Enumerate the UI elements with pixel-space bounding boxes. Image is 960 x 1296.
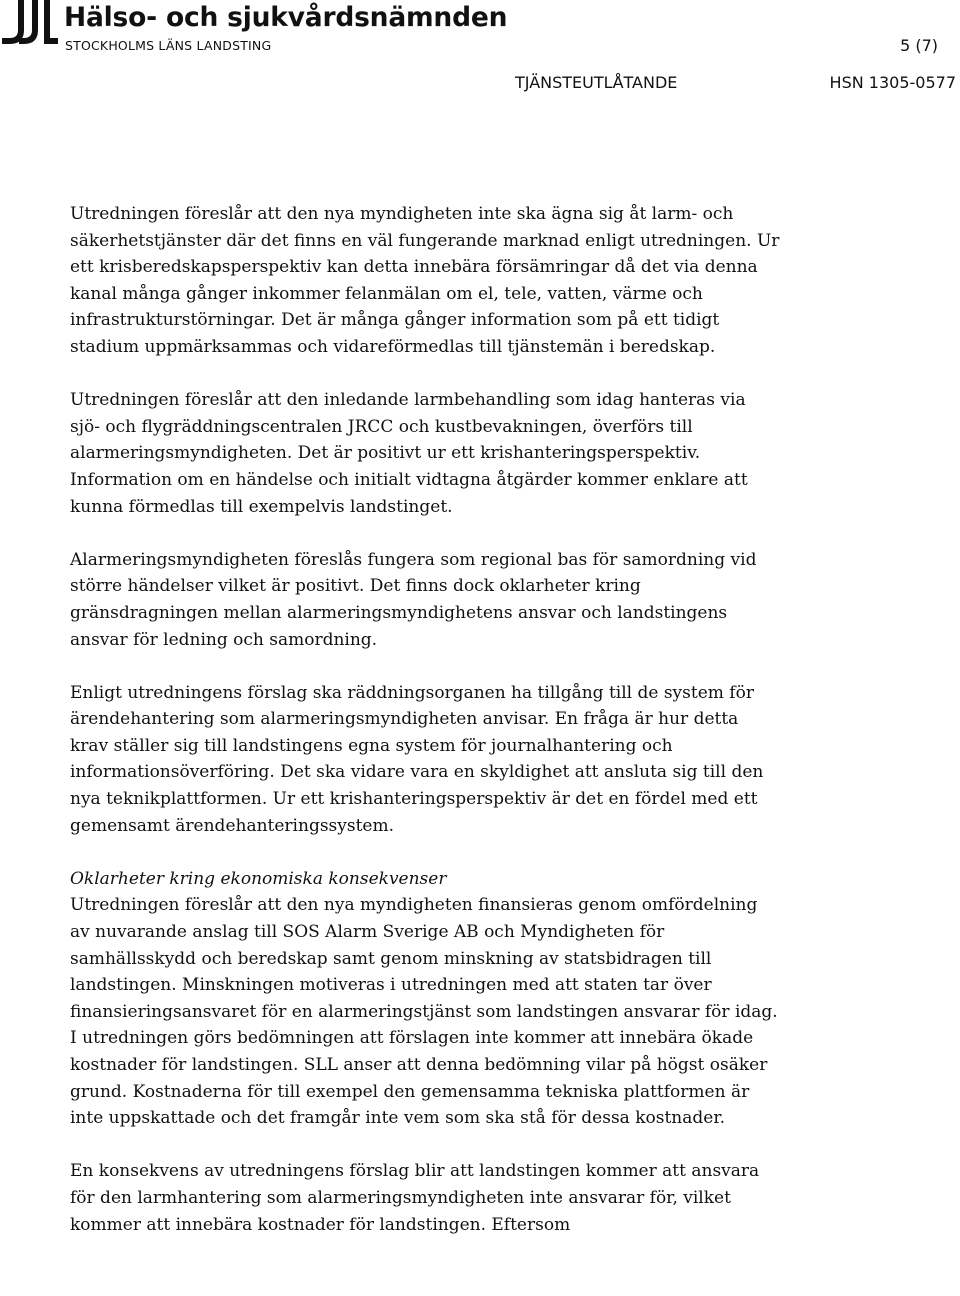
organization-subtitle: STOCKHOLMS LÄNS LANDSTING <box>65 38 272 53</box>
document-type: TJÄNSTEUTLÅTANDE <box>515 73 678 92</box>
sll-logo-icon <box>2 0 60 50</box>
paragraph: Utredningen föreslår att den nya myndigheten finansieras genom omfördelning av nuvarande anslag till SOS Alarm Sverige AB och Myndigheten för samhällsskydd och beredskap samt genom minskning av statsbidragen till landstingen. Minskningen motiveras i utredningen med att staten tar över finansieringsansvaret för en alarmeringstjänst som landstingen ansvarar för idag. I utredningen görs bedömningen att förslagen inte kommer att innebära ökade kostnader för landstingen. SLL anser att denna bedömning vilar på högst osäker grund. Kostnaderna för till exempel den gemensamma tekniska plattformen är inte uppskattade och det framgår inte vem som ska stå för dessa kostnader. <box>70 895 778 1129</box>
paragraph: Utredningen föreslår att den inledande larmbehandling som idag hanteras via sjö- och flygräddningscentralen JRCC och kustbevakningen, överförs till alarmeringsmyndigheten. Det är positivt ur ett krishanteringsperspektiv. Information om en händelse och initialt vidtagna åtgärder kommer enklare att kunna förmedlas till exempelvis landstinget. <box>70 390 748 517</box>
page-number: 5 (7) <box>900 36 938 55</box>
paragraph: Enligt utredningens förslag ska räddningsorganen ha tillgång till de system för ärendehantering som alarmeringsmyndigheten anvisar. En fråga är hur detta krav ställer sig till landstingens egna system för journalhantering och informationsöverföring. Det ska vidare vara en skyldighet att ansluta sig till den nya teknikplattformen. Ur ett krishanteringsperspektiv är det en fördel med ett gemensamt ärendehanteringssystem. <box>70 682 764 836</box>
paragraph: Alarmeringsmyndigheten föreslås fungera som regional bas för samordning vid större händelser vilket är positivt. Det finns dock oklarheter kring gränsdragningen mellan alarmeringsmyndighetens ansvar och landstingens ansvar för ledning och samordning. <box>70 549 757 650</box>
document-body <box>70 201 780 1265</box>
page-header <box>0 0 960 100</box>
document-reference: HSN 1305-0577 <box>829 73 956 92</box>
paragraph: En konsekvens av utredningens förslag blir att landstingen kommer att ansvara för den larmhantering som alarmeringsmyndigheten inte ansvarar för, vilket kommer att innebära kostnader för landstingen. Eftersom <box>70 1161 760 1235</box>
section-heading: Oklarheter kring ekonomiska konsekvenser <box>70 868 447 889</box>
paragraph: Utredningen föreslår att den nya myndigheten inte ska ägna sig åt larm- och säkerhetstjänster där det finns en väl fungerande marknad enligt utredningen. Ur ett krisberedskapsperspektiv kan detta innebära försämringar då det via denna kanal många gånger inkommer felanmälan om el, tele, vatten, värme och infrastrukturstörningar. Det är många gånger information som på ett tidigt stadium uppmärksammas och vidareförmedlas till tjänstemän i beredskap. <box>70 204 780 357</box>
organization-name: Hälso- och sjukvårdsnämnden <box>64 2 508 33</box>
